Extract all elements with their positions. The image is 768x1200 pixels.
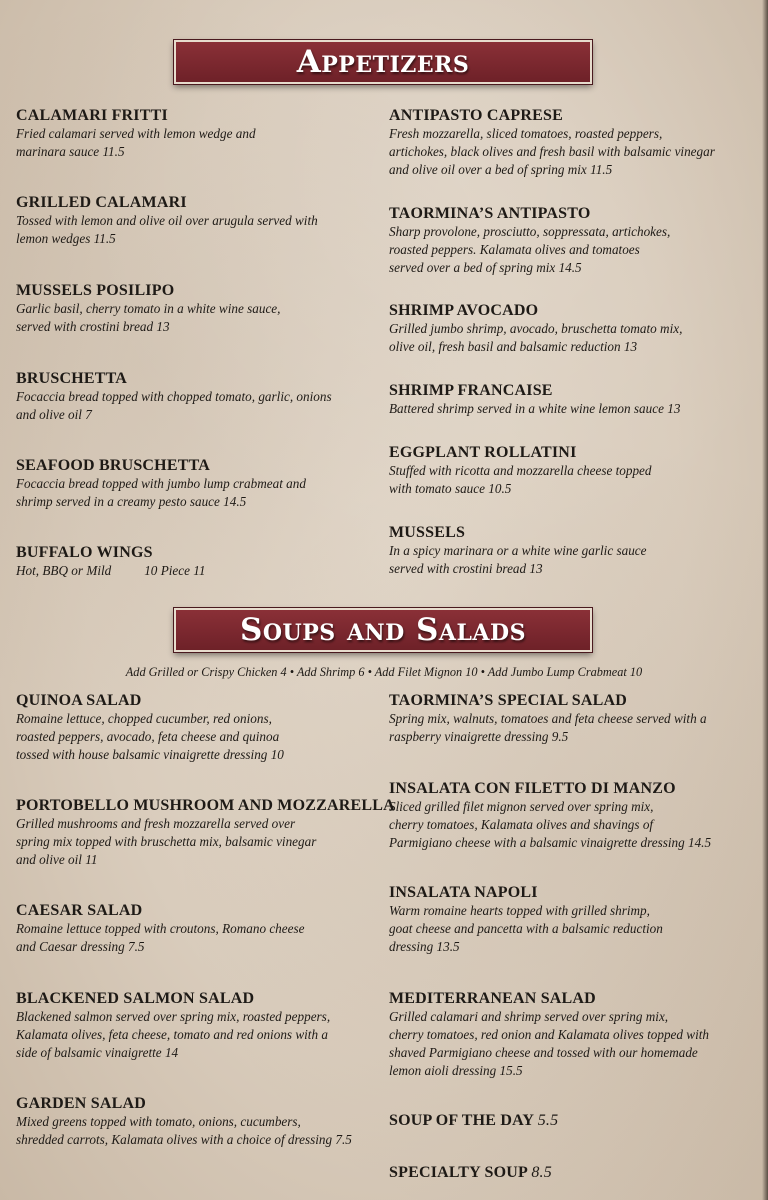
menu-item — [16, 1095, 376, 1149]
item-name: GARDEN SALAD — [16, 1095, 146, 1112]
menu-item — [16, 107, 376, 161]
item-name: PORTOBELLO MUSHROOM AND MOZZARELLA — [16, 797, 395, 814]
item-name: INSALATA NAPOLI — [389, 884, 538, 901]
menu-item — [16, 692, 376, 764]
item-description: Garlic basil, cherry tomato in a white wine sauce, served with crostini bread 13 — [16, 301, 281, 334]
item-description: Sliced grilled filet mignon served over spring mix, cherry tomatoes, Kalamata olives and shavings of Parmigiano cheese with a balsamic vinaigrette dressing 14.5 — [389, 799, 712, 850]
item-description: Romaine lettuce topped with croutons, Romano cheese and Caesar dressing 7.5 — [16, 921, 305, 954]
item-name: BRUSCHETTA — [16, 370, 128, 387]
item-description: Stuffed with ricotta and mozzarella cheese topped with tomato sauce 10.5 — [389, 463, 652, 496]
menu-item — [389, 382, 759, 418]
item-name: BLACKENED SALMON SALAD — [16, 990, 255, 1007]
item-description: Grilled jumbo shrimp, avocado, bruschetta tomato mix, olive oil, fresh basil and balsamic reduction 13 — [389, 321, 683, 354]
item-name: SOUP OF THE DAY 5.5 — [389, 1112, 559, 1129]
item-description: Grilled calamari and shrimp served over spring mix, cherry tomatoes, red onion and Kalamata olives topped with shaved Parmigiano cheese and tossed with our homemade lemon aioli dressing 15.5 — [389, 1009, 710, 1078]
item-description: Blackened salmon served over spring mix, roasted peppers, Kalamata olives, feta cheese, tomato and red onions with a side of balsamic vinaigrette 14 — [16, 1009, 331, 1060]
menu-item — [16, 370, 376, 424]
item-name: ANTIPASTO CAPRESE — [389, 107, 563, 124]
item-description: Focaccia bread topped with chopped tomato, garlic, onions and olive oil 7 — [16, 389, 332, 422]
menu-item — [389, 444, 759, 498]
item-price: 8.5 — [531, 1164, 552, 1181]
item-description: In a spicy marinara or a white wine garlic sauce served with crostini bread 13 — [389, 543, 647, 576]
item-name: SHRIMP AVOCADO — [389, 302, 539, 319]
menu-item — [389, 692, 759, 746]
item-name: QUINOA SALAD — [16, 692, 142, 709]
item-description: Warm romaine hearts topped with grilled shrimp, goat cheese and pancetta with a balsamic reduction dressing 13.5 — [389, 903, 663, 954]
menu-item — [16, 990, 376, 1062]
item-name: CAESAR SALAD — [16, 902, 143, 919]
item-description: Sharp provolone, prosciutto, soppressata, artichokes, roasted peppers. Kalamata olives and tomatoes served over a bed of spring mix 14.5 — [389, 224, 671, 275]
soups-salads-banner — [174, 608, 592, 652]
item-description: Fresh mozzarella, sliced tomatoes, roasted peppers, artichokes, black olives and fresh basil with balsamic vinegar and olive oil over a bed of spring mix 11.5 — [389, 126, 715, 177]
item-name: TAORMINA’S ANTIPASTO — [389, 205, 591, 222]
appetizers-banner — [174, 40, 592, 84]
menu-item — [389, 884, 759, 956]
item-price: 5.5 — [537, 1112, 559, 1129]
menu-item — [389, 524, 759, 578]
item-description: Hot, BBQ or Mild 10 Piece 11 — [16, 563, 206, 578]
item-description: Tossed with lemon and olive oil over arugula served with lemon wedges 11.5 — [16, 213, 318, 246]
appetizers-title: Appetizers — [296, 44, 470, 80]
item-name: SEAFOOD BRUSCHETTA — [16, 457, 211, 474]
item-description: Mixed greens topped with tomato, onions, cucumbers, shredded carrots, Kalamata olives with a choice of dressing 7.5 — [16, 1114, 352, 1147]
menu-item — [389, 1164, 759, 1182]
menu-item — [389, 302, 759, 356]
item-name: EGGPLANT ROLLATINI — [389, 444, 577, 461]
item-description: Grilled mushrooms and fresh mozzarella served over spring mix topped with bruschetta mix, balsamic vinegar and olive oil 11 — [16, 816, 317, 867]
menu-item — [389, 107, 759, 179]
menu-item — [16, 457, 376, 511]
menu-item — [16, 194, 376, 248]
menu-item — [389, 1112, 759, 1130]
item-description: Spring mix, walnuts, tomatoes and feta cheese served with a raspberry vinaigrette dressing 9.5 — [389, 711, 707, 744]
soups-salads-title: Soups and Salads — [240, 612, 526, 648]
item-description: Romaine lettuce, chopped cucumber, red onions, roasted peppers, avocado, feta cheese and quinoa tossed with house balsamic vinaigrette dressing 10 — [16, 711, 284, 762]
menu-item — [389, 990, 759, 1080]
menu-item — [16, 797, 395, 869]
menu-item — [389, 205, 759, 277]
item-name: TAORMINA’S SPECIAL SALAD — [389, 692, 628, 709]
addons-line: Add Grilled or Crispy Chicken 4 • Add Shrimp 6 • Add Filet Mignon 10 • Add Jumbo Lump Crabmeat 10 — [125, 665, 643, 679]
item-name: MEDITERRANEAN SALAD — [389, 990, 596, 1007]
menu-item — [16, 902, 376, 956]
item-name: MUSSELS POSILIPO — [16, 282, 175, 299]
item-description: Battered shrimp served in a white wine lemon sauce 13 — [389, 401, 681, 416]
item-description: Focaccia bread topped with jumbo lump crabmeat and shrimp served in a creamy pesto sauce 14.5 — [16, 476, 306, 509]
menu-item — [16, 544, 376, 580]
item-description: Fried calamari served with lemon wedge and marinara sauce 11.5 — [16, 126, 256, 159]
item-name: CALAMARI FRITTI — [16, 107, 168, 124]
item-name: SPECIALTY SOUP 8.5 — [389, 1164, 552, 1181]
item-name: MUSSELS — [389, 524, 466, 541]
item-name: GRILLED CALAMARI — [16, 194, 187, 211]
menu-item — [16, 282, 376, 336]
item-name: SHRIMP FRANCAISE — [389, 382, 553, 399]
item-name: BUFFALO WINGS — [16, 544, 153, 561]
menu-item — [389, 780, 759, 852]
item-name: INSALATA CON FILETTO DI MANZO — [389, 780, 676, 797]
